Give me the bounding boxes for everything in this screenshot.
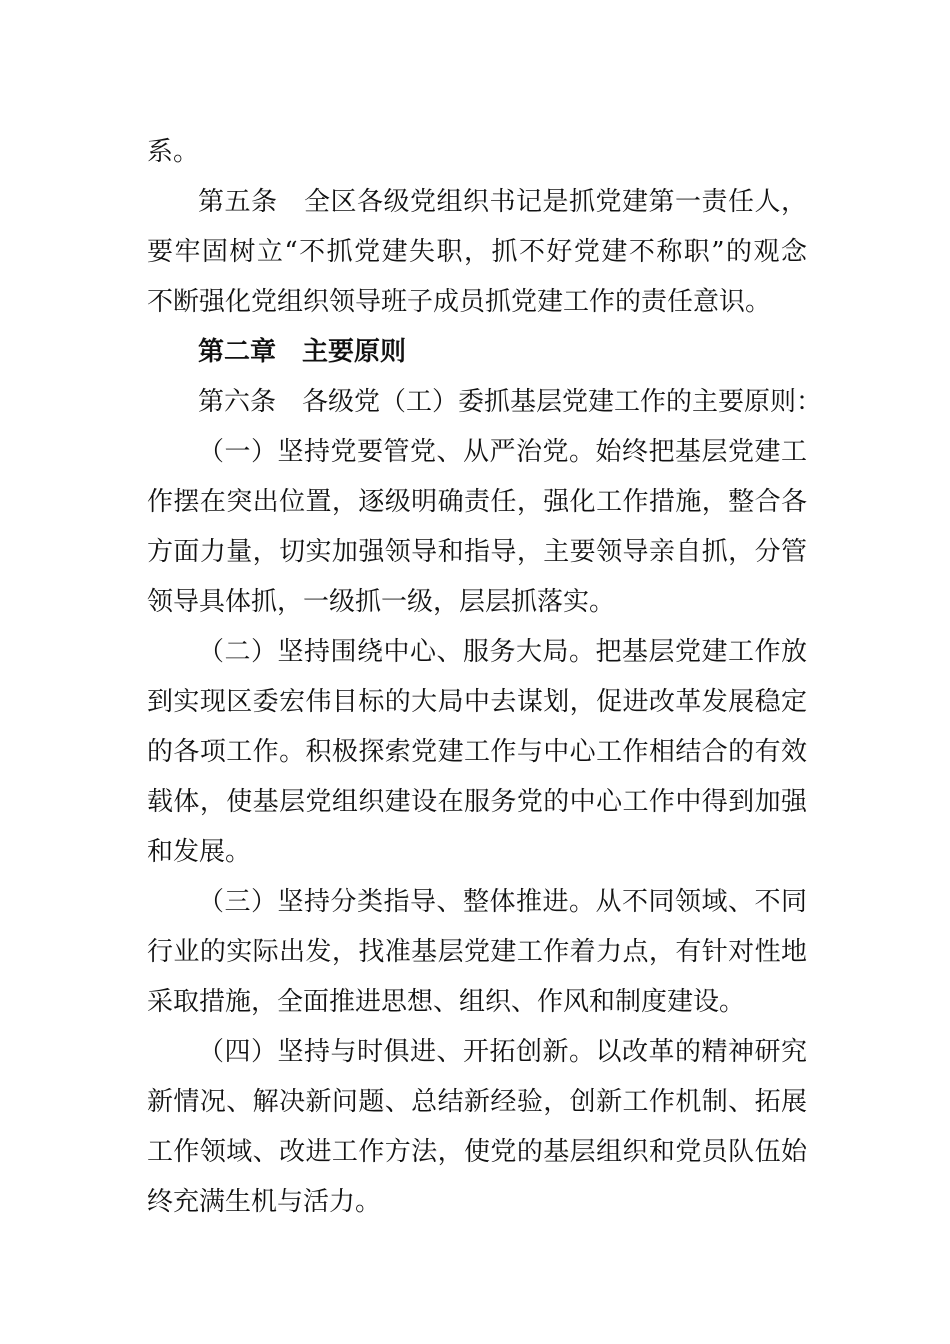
paragraph-line: 第五条 全区各级党组织书记是抓党建第一责任人， <box>198 187 807 217</box>
paragraph-line: 领导具体抓，一级抓一级，层层抓落实。 <box>147 587 616 617</box>
paragraph-line: 载体，使基层党组织建设在服务党的中心工作中得到加强 <box>147 787 807 817</box>
paragraph-line: 的各项工作。积极探索党建工作与中心工作相结合的有效 <box>147 737 807 767</box>
paragraph-line: 第六条 各级党（工）委抓基层党建工作的主要原则： <box>198 387 823 417</box>
paragraph-line: 采取措施，全面推进思想、组织、作风和制度建设。 <box>147 987 746 1017</box>
paragraph-line: 行业的实际出发，找准基层党建工作着力点，有针对性地 <box>147 937 807 967</box>
paragraph-line: 作摆在突出位置，逐级明确责任，强化工作措施，整合各 <box>147 487 807 517</box>
paragraph-line: 系。 <box>147 137 200 167</box>
paragraph-line: （二）坚持围绕中心、服务大局。把基层党建工作放 <box>198 637 807 667</box>
paragraph-line: 要牢固树立“不抓党建失职，抓不好党建不称职”的观念 <box>147 237 807 267</box>
paragraph-line: （四）坚持与时俱进、开拓创新。以改革的精神研究 <box>198 1037 807 1067</box>
paragraph-line: 不断强化党组织领导班子成员抓党建工作的责任意识。 <box>147 287 772 317</box>
paragraph-line: 终充满生机与活力。 <box>147 1187 382 1217</box>
paragraph-line: （一）坚持党要管党、从严治党。始终把基层党建工 <box>198 437 807 467</box>
paragraph-line: 和发展。 <box>147 837 252 867</box>
paragraph-line: 新情况、解决新问题、总结新经验，创新工作机制、拓展 <box>147 1087 807 1117</box>
paragraph-line: 方面力量，切实加强领导和指导，主要领导亲自抓，分管 <box>147 537 807 567</box>
paragraph-line: 到实现区委宏伟目标的大局中去谋划，促进改革发展稳定 <box>147 687 807 717</box>
chapter-heading: 第二章 主要原则 <box>198 337 407 367</box>
paragraph-line: （三）坚持分类指导、整体推进。从不同领域、不同 <box>198 887 807 917</box>
paragraph-line: 工作领域、改进工作方法，使党的基层组织和党员队伍始 <box>147 1137 807 1167</box>
